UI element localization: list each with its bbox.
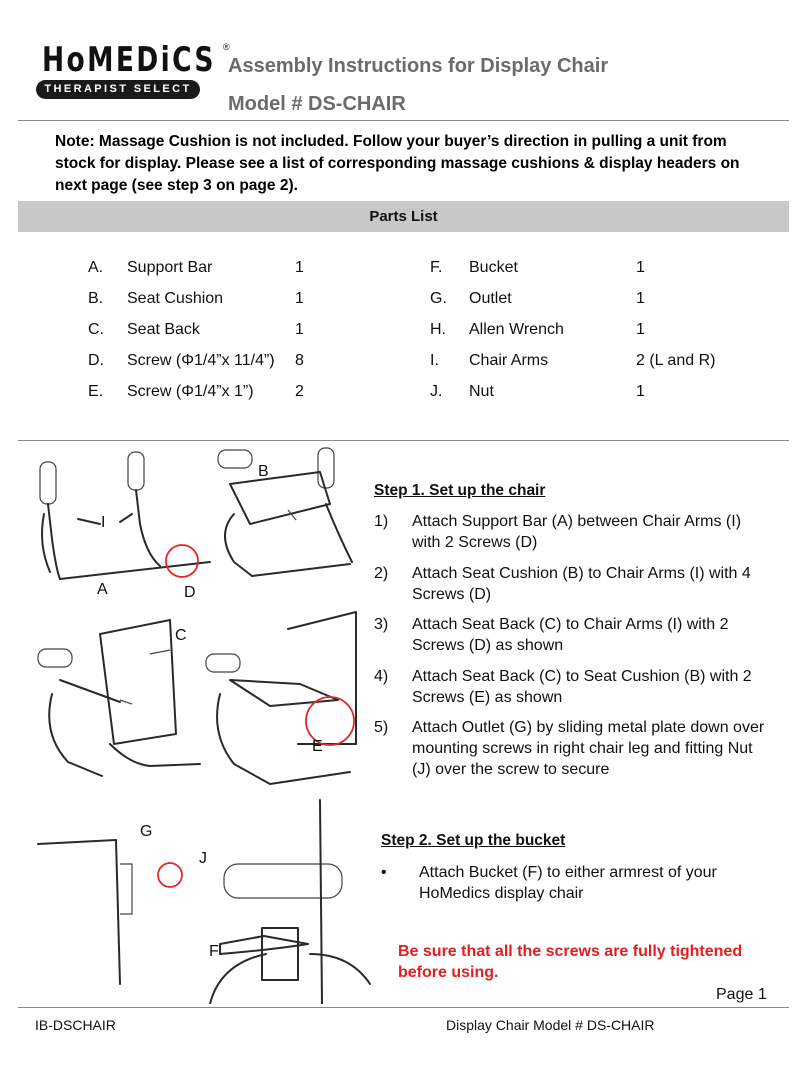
step-number: 1) [374, 513, 389, 530]
step-text: Attach Support Bar (A) between Chair Arms (I) with 2 Screws (D) [412, 513, 742, 551]
page-number: Page 1 [716, 986, 767, 1003]
homedics-logo [36, 40, 230, 102]
step-text: Attach Seat Back (C) to Seat Cushion (B) with 2 Screws (E) as shown [412, 668, 752, 706]
part-name: Seat Cushion [127, 290, 224, 307]
step1-item [374, 563, 784, 607]
part-name: Allen Wrench [469, 321, 564, 338]
part-row [400, 381, 800, 403]
step2-title: Step 2. Set up the bucket [381, 832, 566, 849]
header-divider [18, 120, 789, 121]
step-text: Attach Seat Cushion (B) to Chair Arms (I) with 4 Screws (D) [412, 565, 751, 603]
part-row [0, 288, 400, 310]
part-row [400, 257, 800, 279]
footer-doc-id: IB-DSCHAIR [35, 1017, 116, 1033]
parts-list-header: Parts List [18, 201, 789, 232]
part-letter: C. [88, 321, 104, 338]
step1-item [374, 614, 784, 658]
bullet: • [381, 864, 387, 881]
part-name: Chair Arms [469, 352, 549, 369]
step-text: Attach Bucket (F) to either armrest of your HoMedics display chair [419, 864, 717, 902]
part-name: Screw (Φ1/4”x 1”) [127, 383, 254, 400]
callout-j: J [199, 850, 207, 867]
step-text: Attach Outlet (G) by sliding metal plate down over mounting screws in right chair leg and fitting Nut (J) over the screw to secure [412, 719, 765, 778]
callout-f: F [209, 943, 219, 960]
part-letter: H. [430, 321, 446, 338]
part-qty: 1 [636, 321, 645, 338]
full-chair-diagram [206, 612, 356, 784]
part-row [400, 319, 800, 341]
chair-arms-diagram [40, 452, 210, 579]
callout-e: E [312, 738, 323, 755]
callout-g: G [140, 823, 153, 840]
logo-tagline: THERAPIST SELECT [36, 80, 200, 99]
part-qty: 8 [295, 352, 304, 369]
callout-i: I [101, 514, 106, 531]
part-row [400, 350, 800, 372]
seat-cushion-diagram [218, 448, 352, 576]
callout-c: C [175, 627, 187, 644]
registered-mark: ® [223, 42, 230, 52]
part-letter: F. [430, 259, 443, 276]
callout-d: D [184, 584, 196, 601]
step2-item [381, 862, 781, 906]
part-row [0, 319, 400, 341]
part-qty: 2 (L and R) [636, 352, 716, 369]
note-text: Note: Massage Cushion is not included. Follow your buyer’s direction in pulling a unit from stock for display. Please see a list of corresponding massage cushions & display headers on next page (see step 3 on page 2). [55, 133, 740, 194]
part-qty: 1 [636, 259, 645, 276]
footer-model: Display Chair Model # DS-CHAIR [446, 1017, 655, 1033]
part-letter: A. [88, 259, 104, 276]
part-qty: 2 [295, 383, 304, 400]
bucket-outlet-diagram [38, 800, 370, 1004]
step1-item [374, 511, 784, 555]
part-qty: 1 [636, 383, 645, 400]
part-letter: J. [430, 383, 443, 400]
part-row [400, 288, 800, 310]
step-number: 3) [374, 616, 389, 633]
warning-text: Be sure that all the screws are fully tightened before using. [398, 943, 743, 981]
part-letter: B. [88, 290, 104, 307]
part-row [0, 381, 400, 403]
part-name: Bucket [469, 259, 518, 276]
part-letter: E. [88, 383, 104, 400]
callout-a: A [97, 581, 108, 598]
part-row [0, 257, 400, 279]
part-name: Nut [469, 383, 494, 400]
step1-title: Step 1. Set up the chair [374, 482, 546, 499]
part-qty: 1 [295, 290, 304, 307]
part-qty: 1 [295, 259, 304, 276]
part-name: Seat Back [127, 321, 200, 338]
step-number: 2) [374, 565, 389, 582]
part-name: Support Bar [127, 259, 213, 276]
step1-item [374, 717, 784, 783]
step-number: 4) [374, 668, 389, 685]
step-text: Attach Seat Back (C) to Chair Arms (I) with 2 Screws (D) as shown [412, 616, 729, 654]
part-name: Screw (Φ1/4”x 11/4”) [127, 352, 275, 369]
part-qty: 1 [636, 290, 645, 307]
part-name: Outlet [469, 290, 512, 307]
logo-wordmark: HoMEDiCS [42, 40, 216, 80]
model-number: Model # DS-CHAIR [228, 93, 406, 115]
step1-item [374, 666, 784, 710]
part-letter: I. [430, 352, 439, 369]
parts-divider [18, 440, 789, 441]
part-letter: G. [430, 290, 447, 307]
step-number: 5) [374, 719, 389, 736]
part-row [0, 350, 400, 372]
part-qty: 1 [295, 321, 304, 338]
footer-divider [18, 1007, 789, 1008]
parts-list [0, 257, 808, 417]
page-title: Assembly Instructions for Display Chair [228, 55, 609, 77]
part-letter: D. [88, 352, 104, 369]
assembly-illustrations [20, 444, 380, 1004]
callout-b: B [258, 463, 269, 480]
